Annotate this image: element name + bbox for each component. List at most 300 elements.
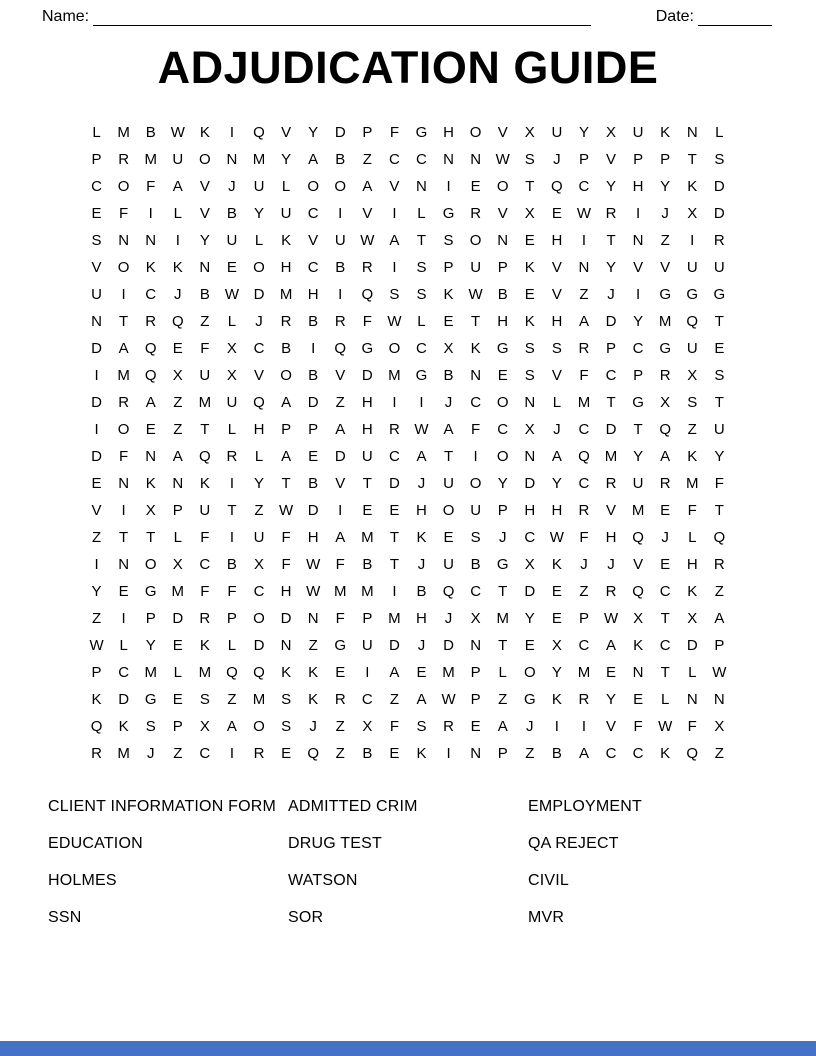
grid-letter: Z [335, 745, 345, 762]
grid-letter: M [686, 475, 699, 492]
grid-letter: I [365, 664, 370, 681]
grid-letter: D [91, 448, 102, 465]
grid-letter: E [172, 340, 183, 357]
grid-letter: A [443, 421, 454, 438]
grid-row [83, 524, 733, 551]
grid-letter: I [94, 556, 99, 573]
grid-letter: P [362, 124, 373, 141]
grid-letter: F [227, 583, 237, 600]
grid-letter: T [471, 313, 481, 330]
grid-letter: Z [91, 610, 102, 627]
grid-letter: S [551, 340, 562, 357]
grid-letter: V [660, 259, 671, 276]
grid-letter: T [416, 232, 427, 249]
grid-letter: O [496, 178, 509, 195]
grid-letter: F [389, 124, 399, 141]
date-label: Date: [655, 8, 694, 25]
grid-letter: L [92, 124, 101, 141]
grid-letter: R [280, 313, 292, 330]
grid-row [83, 605, 733, 632]
grid-letter: H [551, 232, 563, 249]
grid-letter: V [91, 259, 102, 276]
word-list-item: CLIENT INFORMATION FORM [48, 798, 277, 815]
grid-letter: N [578, 259, 590, 276]
grid-letter: N [713, 691, 725, 708]
grid-letter: I [94, 367, 99, 384]
grid-letter: R [659, 475, 671, 492]
grid-letter: K [145, 259, 156, 276]
grid-letter: L [254, 232, 264, 249]
grid-letter: I [338, 205, 343, 222]
grid-letter: X [524, 556, 535, 573]
grid-letter: J [661, 205, 669, 222]
grid-letter: O [523, 664, 536, 681]
grid-letter: J [607, 286, 615, 303]
grid-letter: D [686, 637, 698, 654]
grid-letter: F [389, 718, 399, 735]
grid-letter: Z [714, 745, 724, 762]
grid-letter: C [145, 286, 157, 303]
grid-letter: P [91, 664, 102, 681]
grid-letter: X [551, 637, 562, 654]
grid-letter: A [497, 718, 508, 735]
grid-letter: D [307, 394, 319, 411]
grid-letter: M [658, 313, 672, 330]
grid-letter: F [579, 367, 589, 384]
word-list-item: SSN [48, 909, 82, 926]
grid-letter: A [308, 151, 319, 168]
grid-letter: X [606, 124, 617, 141]
grid-letter: L [227, 421, 237, 438]
grid-letter: C [659, 583, 671, 600]
grid-letter: H [361, 394, 373, 411]
grid-letter: I [636, 286, 641, 303]
grid-letter: Q [307, 745, 319, 762]
grid-letter: C [578, 475, 590, 492]
grid-letter: D [524, 583, 536, 600]
grid-letter: I [392, 259, 397, 276]
grid-letter: F [200, 583, 210, 600]
grid-letter: J [444, 394, 453, 411]
grid-letter: U [91, 286, 102, 303]
grid-letter: J [255, 313, 263, 330]
grid-letter: Y [660, 178, 671, 195]
grid-letter: W [224, 286, 240, 303]
grid-row [83, 389, 733, 416]
grid-letter: T [119, 313, 129, 330]
grid-letter: C [91, 178, 102, 195]
grid-letter: A [362, 178, 373, 195]
grid-letter: Y [497, 475, 508, 492]
word-list [0, 797, 816, 945]
grid-letter: M [117, 745, 130, 762]
grid-letter: X [660, 394, 671, 411]
grid-letter: O [117, 421, 130, 438]
grid-letter: A [578, 745, 589, 762]
grid-letter: N [145, 232, 157, 249]
grid-letter: L [715, 124, 724, 141]
grid-letter: E [524, 286, 535, 303]
grid-letter: V [254, 367, 265, 384]
grid-letter: E [714, 340, 725, 357]
grid-letter: Z [173, 745, 183, 762]
grid-letter: T [389, 556, 399, 573]
grid-letter: R [361, 259, 373, 276]
grid-row [83, 146, 733, 173]
grid-letter: N [686, 691, 698, 708]
grid-letter: W [441, 691, 456, 708]
grid-letter: D [388, 637, 400, 654]
grid-letter: Q [253, 664, 265, 681]
grid-letter: T [146, 529, 156, 546]
grid-letter: H [551, 502, 563, 519]
grid-letter: B [335, 259, 346, 276]
grid-letter: P [443, 259, 454, 276]
grid-row [83, 470, 733, 497]
grid-letter: L [498, 664, 507, 681]
grid-letter: W [387, 313, 402, 330]
grid-letter: E [335, 664, 346, 681]
grid-letter: I [175, 232, 180, 249]
grid-letter: I [554, 718, 559, 735]
grid-letter: N [524, 394, 536, 411]
grid-letter: C [470, 394, 482, 411]
grid-letter: Z [362, 151, 372, 168]
grid-letter: X [172, 556, 183, 573]
grid-letter: I [446, 178, 451, 195]
grid-letter: T [498, 583, 508, 600]
grid-letter: X [633, 610, 644, 627]
grid-letter: O [253, 610, 265, 627]
grid-letter: O [307, 178, 319, 195]
grid-letter: D [172, 610, 184, 627]
grid-letter: P [497, 502, 508, 519]
grid-letter: U [551, 124, 563, 141]
grid-letter: F [687, 502, 697, 519]
grid-letter: K [660, 124, 671, 141]
word-list-item: EMPLOYMENT [528, 798, 643, 815]
grid-letter: O [388, 340, 401, 357]
word-search-grid [83, 119, 733, 767]
grid-letter: Z [579, 583, 589, 600]
grid-letter: F [362, 313, 372, 330]
grid-letter: K [687, 448, 698, 465]
grid-letter: Z [173, 421, 183, 438]
grid-letter: Y [551, 475, 562, 492]
grid-letter: D [713, 178, 725, 195]
grid-letter: K [687, 178, 698, 195]
grid-letter: Q [226, 664, 238, 681]
grid-letter: H [443, 124, 454, 141]
grid-letter: P [308, 421, 319, 438]
grid-letter: K [524, 259, 535, 276]
grid-letter: Q [686, 313, 699, 330]
grid-letter: X [226, 367, 237, 384]
grid-letter: K [660, 745, 671, 762]
grid-letter: A [551, 448, 562, 465]
grid-letter: J [661, 529, 669, 546]
grid-letter: N [118, 475, 130, 492]
grid-letter: P [714, 637, 725, 654]
grid-letter: M [333, 583, 347, 600]
grid-letter: X [687, 367, 698, 384]
grid-letter: W [576, 205, 592, 222]
grid-letter: Y [91, 583, 102, 600]
grid-letter: R [334, 313, 346, 330]
grid-letter: T [714, 502, 724, 519]
grid-letter: A [578, 313, 589, 330]
grid-letter: L [688, 529, 697, 546]
grid-letter: G [686, 286, 699, 303]
grid-letter: E [551, 205, 562, 222]
grid-letter: K [524, 313, 535, 330]
grid-letter: R [145, 313, 157, 330]
grid-letter: X [687, 205, 698, 222]
grid-letter: B [226, 205, 237, 222]
grid-letter: N [470, 637, 482, 654]
grid-letter: D [388, 475, 400, 492]
grid-letter: I [473, 448, 478, 465]
grid-letter: M [252, 691, 266, 708]
grid-letter: O [469, 124, 482, 141]
grid-letter: S [714, 367, 725, 384]
grid-letter: U [226, 394, 238, 411]
grid-letter: Q [90, 718, 103, 735]
bottom-accent-bar [0, 1041, 816, 1056]
grid-letter: C [497, 421, 509, 438]
grid-letter: U [199, 502, 211, 519]
grid-letter: M [144, 664, 157, 681]
grid-row [83, 308, 733, 335]
grid-letter: Z [389, 691, 399, 708]
grid-letter: L [254, 448, 264, 465]
grid-letter: E [497, 367, 508, 384]
grid-letter: N [172, 475, 184, 492]
grid-letter: Y [633, 448, 644, 465]
grid-letter: S [470, 529, 481, 546]
grid-letter: M [604, 448, 618, 465]
grid-letter: D [605, 421, 617, 438]
grid-row [83, 632, 733, 659]
grid-letter: E [606, 664, 617, 681]
grid-letter: A [714, 610, 725, 627]
grid-letter: V [633, 259, 644, 276]
grid-letter: K [91, 691, 102, 708]
grid-letter: V [335, 367, 346, 384]
grid-letter: M [144, 151, 157, 168]
grid-letter: H [307, 286, 319, 303]
grid-letter: V [91, 502, 102, 519]
grid-letter: K [551, 691, 562, 708]
grid-letter: Q [632, 583, 644, 600]
word-list-item: ADMITTED CRIM [288, 798, 418, 815]
grid-letter: V [308, 232, 319, 249]
grid-letter: L [417, 205, 426, 222]
grid-letter: N [118, 232, 130, 249]
grid-letter: D [91, 340, 102, 357]
grid-letter: C [632, 745, 644, 762]
grid-row [83, 227, 733, 254]
grid-letter: I [419, 394, 424, 411]
grid-letter: A [281, 394, 292, 411]
grid-letter: G [659, 340, 672, 357]
grid-letter: O [280, 367, 292, 384]
grid-letter: A [172, 178, 183, 195]
grid-letter: Y [281, 151, 292, 168]
grid-letter: E [524, 637, 535, 654]
grid-letter: Q [361, 286, 374, 303]
grid-letter: E [226, 259, 237, 276]
name-field [42, 8, 656, 26]
grid-letter: D [443, 637, 454, 654]
grid-letter: H [416, 610, 427, 627]
grid-letter: C [118, 664, 130, 681]
grid-letter: D [713, 205, 725, 222]
grid-letter: C [470, 583, 482, 600]
grid-letter: E [389, 502, 400, 519]
grid-row [83, 119, 733, 146]
grid-letter: N [686, 124, 698, 141]
grid-letter: X [443, 340, 454, 357]
grid-letter: H [307, 529, 319, 546]
grid-letter: C [524, 529, 536, 546]
grid-letter: O [199, 151, 211, 168]
grid-letter: F [146, 178, 156, 195]
grid-letter: O [334, 178, 347, 195]
grid-letter: X [714, 718, 725, 735]
grid-letter: W [279, 502, 294, 519]
grid-letter: T [714, 313, 724, 330]
grid-letter: R [578, 340, 590, 357]
grid-letter: V [606, 151, 617, 168]
grid-letter: V [199, 205, 210, 222]
grid-letter: P [91, 151, 102, 168]
grid-letter: D [253, 637, 265, 654]
grid-letter: O [496, 448, 509, 465]
grid-letter: C [578, 421, 590, 438]
grid-letter: B [281, 340, 292, 357]
grid-letter: X [470, 610, 481, 627]
grid-letter: Y [199, 232, 210, 249]
grid-letter: U [199, 367, 211, 384]
grid-letter: I [94, 421, 99, 438]
grid-letter: K [199, 637, 210, 654]
grid-letter: E [551, 610, 562, 627]
grid-letter: Y [578, 124, 589, 141]
grid-letter: H [605, 529, 617, 546]
grid-letter: Z [579, 286, 589, 303]
grid-letter: S [416, 718, 427, 735]
grid-letter: M [388, 367, 401, 384]
grid-letter: V [199, 178, 210, 195]
grid-letter: E [524, 232, 535, 249]
word-list-item: CIVIL [528, 872, 570, 889]
grid-letter: R [388, 421, 400, 438]
grid-letter: N [416, 178, 427, 195]
grid-letter: U [632, 124, 644, 141]
grid-letter: O [117, 259, 130, 276]
grid-letter: D [118, 691, 130, 708]
grid-letter: Y [714, 448, 725, 465]
grid-letter: W [603, 610, 619, 627]
grid-letter: W [712, 664, 727, 681]
word-list-item: MVR [528, 909, 565, 926]
grid-letter: T [633, 421, 643, 438]
grid-letter: R [659, 367, 671, 384]
grid-letter: Q [144, 340, 157, 357]
grid-letter: L [552, 394, 562, 411]
grid-letter: W [89, 637, 104, 654]
grid-letter: M [117, 124, 130, 141]
grid-letter: X [145, 502, 156, 519]
grid-letter: C [307, 259, 319, 276]
grid-letter: Y [606, 178, 617, 195]
grid-letter: E [443, 529, 454, 546]
grid-letter: V [497, 205, 508, 222]
grid-letter: W [170, 124, 185, 141]
grid-letter: A [660, 448, 671, 465]
grid-letter: S [443, 232, 454, 249]
grid-letter: I [392, 583, 397, 600]
grid-letter: X [687, 610, 698, 627]
word-list-item: DRUG TEST [288, 835, 382, 852]
grid-letter: R [226, 448, 238, 465]
name-blank-line [93, 10, 591, 26]
grid-letter: Q [713, 529, 726, 546]
grid-letter: F [579, 529, 589, 546]
grid-letter: E [145, 421, 156, 438]
grid-letter: A [335, 529, 346, 546]
name-label: Name: [42, 8, 90, 25]
grid-letter: Y [254, 205, 265, 222]
grid-letter: I [229, 529, 235, 546]
grid-letter: T [362, 475, 372, 492]
grid-letter: P [633, 367, 644, 384]
grid-letter: F [119, 205, 129, 222]
grid-row [83, 173, 733, 200]
grid-letter: T [660, 610, 670, 627]
grid-letter: T [606, 394, 616, 411]
grid-letter: S [416, 259, 427, 276]
grid-letter: B [308, 367, 319, 384]
grid-letter: E [551, 583, 562, 600]
grid-letter: P [660, 151, 671, 168]
grid-letter: E [660, 502, 671, 519]
grid-letter: U [280, 205, 292, 222]
grid-letter: K [470, 340, 481, 357]
grid-letter: I [229, 475, 235, 492]
grid-letter: B [335, 151, 346, 168]
grid-letter: L [227, 637, 237, 654]
grid-letter: A [389, 664, 400, 681]
grid-letter: U [470, 502, 482, 519]
grid-letter: C [416, 151, 427, 168]
grid-letter: P [497, 259, 508, 276]
date-blank-line [698, 10, 772, 26]
grid-letter: P [145, 610, 156, 627]
grid-letter: T [281, 475, 291, 492]
grid-letter: Z [308, 637, 318, 654]
word-list-item: SOR [288, 909, 324, 926]
grid-letter: R [470, 205, 482, 222]
grid-letter: M [577, 664, 591, 681]
grid-letter: T [525, 178, 535, 195]
grid-letter: M [442, 664, 455, 681]
grid-letter: J [553, 151, 561, 168]
grid-letter: V [551, 259, 562, 276]
grid-letter: P [172, 718, 183, 735]
grid-letter: K [551, 556, 562, 573]
